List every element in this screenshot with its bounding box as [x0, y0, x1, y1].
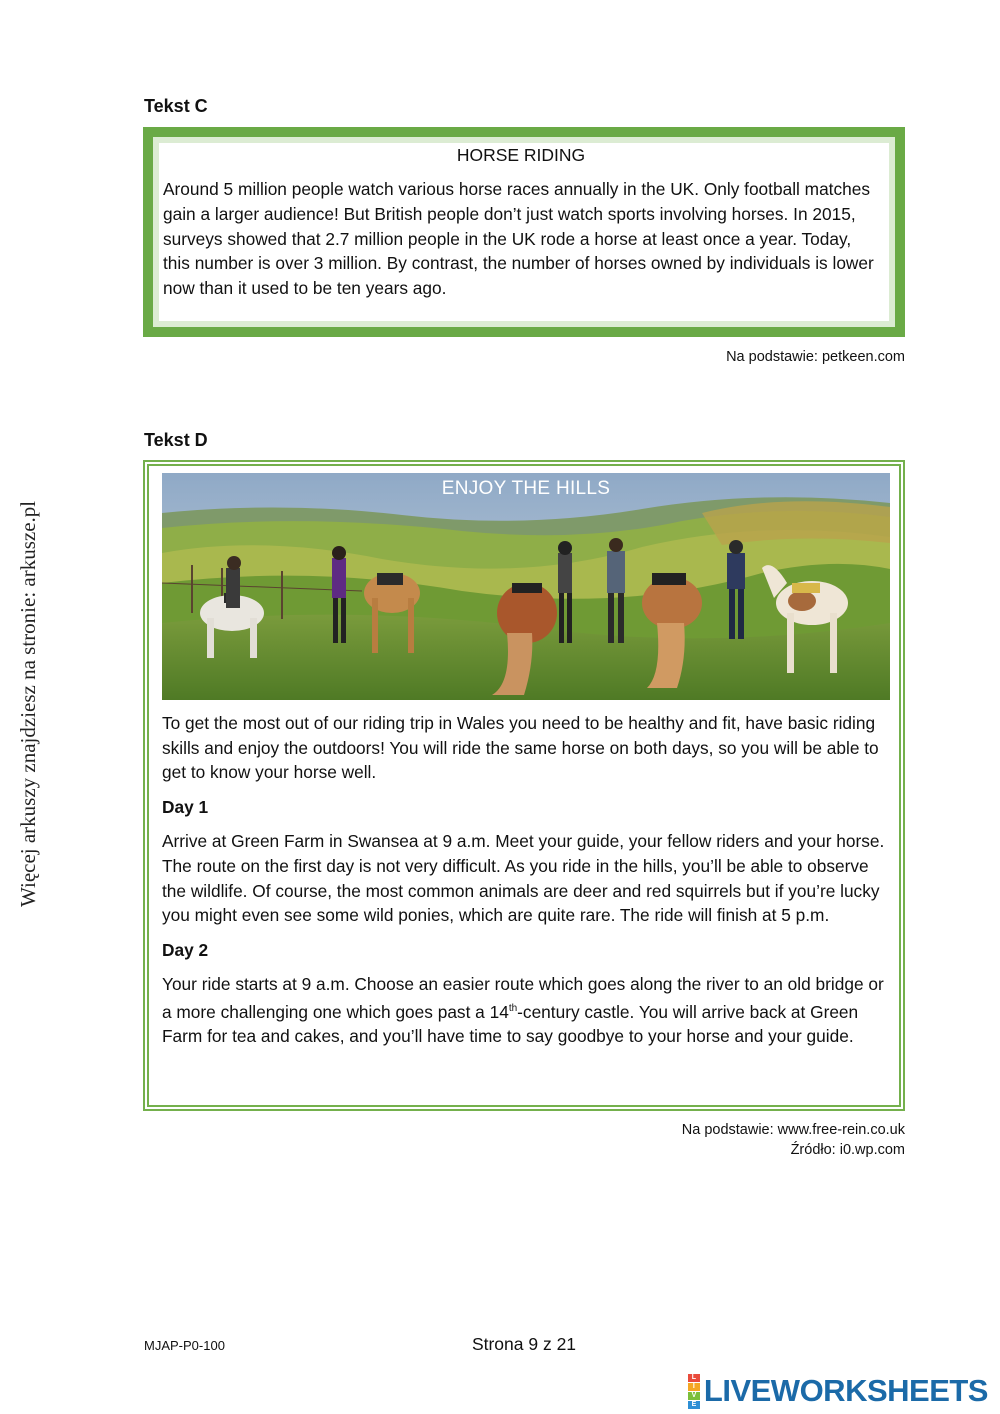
tekst-c-box — [143, 127, 905, 337]
tekst-d-frame — [147, 464, 901, 1107]
hills-landscape-illustration — [162, 473, 890, 700]
tekst-d-source-line2: Źródło: i0.wp.com — [790, 1142, 905, 1158]
logo-letter-2: I — [688, 1383, 700, 1391]
horse-riding-photo — [162, 473, 890, 700]
logo-letter-4: E — [688, 1401, 700, 1409]
liveworksheets-logo-icon — [688, 1374, 700, 1409]
tekst-d-content — [162, 711, 897, 1059]
logo-letter-1: L — [688, 1374, 700, 1382]
tekst-d-intro: To get the most out of our riding trip in Wales you need to be healthy and fit, have basic riding skills and enjoy the outdoors! You will ride the same horse on both days, so you will be able to get to know your horse well. — [162, 713, 879, 783]
liveworksheets-brand — [688, 1374, 988, 1408]
tekst-c-panel — [159, 143, 889, 321]
tekst-c-title: HORSE RIDING — [456, 145, 586, 165]
liveworksheets-wordmark: LIVEWORKSHEETS — [703, 1373, 988, 1408]
side-watermark-text: Więcej arkuszy znajdziesz na stronie: arkusze.pl — [16, 500, 40, 907]
exam-code: MJAP-P0-100 — [144, 1338, 225, 1353]
tekst-d-source — [682, 1120, 905, 1160]
tekst-d-source-line1: Na podstawie: www.free-rein.co.uk — [681, 1122, 905, 1138]
tekst-c-source: Na podstawie: petkeen.com — [726, 349, 905, 365]
day2-text-part1: Your ride starts at 9 a.m. Choose an easier route which goes along the river to an old bridge or a more challenging one which goes past a 14 — [162, 974, 884, 1022]
page-number: Strona 9 z 21 — [471, 1334, 577, 1354]
day1-heading: Day 1 — [162, 796, 209, 817]
day2-heading: Day 2 — [162, 939, 209, 960]
day2-text — [162, 972, 897, 1049]
day2-text-part2: -century castle. You will arrive back at Green Farm for tea and cakes, and you’ll have time to say goodbye to your horse and your guide. — [162, 1001, 859, 1047]
tekst-d-box — [143, 460, 905, 1111]
tekst-c-heading: Tekst C — [144, 96, 208, 116]
day1-text: Arrive at Green Farm in Swansea at 9 a.m. Meet your guide, your fellow riders and your horse. The route on the first day is not very difficult. As you ride in the hills, you’ll be able to observe the wildlife. Of course, the most common animals are deer and red squirrels but if you’re lucky you might even see some wild ponies, which are quite rare. The ride will finish at 5 p.m. — [162, 831, 885, 926]
tekst-d-heading: Tekst D — [144, 430, 208, 450]
day2-superscript: th — [508, 1002, 518, 1014]
tekst-c-body: Around 5 million people watch various horse races annually in the UK. Only football matches gain a larger audience! But British people don’t just watch sports involving horses. In 2015, surveys showed that 2.7 million people in the UK rode a horse at least once a year. Today, this number is over 3 million. By contrast, the number of horses owned by individuals is lower now than it used to be ten years ago. — [163, 179, 874, 299]
photo-title: ENJOY THE HILLS — [441, 478, 611, 499]
tekst-c-frame — [153, 137, 895, 327]
logo-letter-3: V — [688, 1392, 700, 1400]
